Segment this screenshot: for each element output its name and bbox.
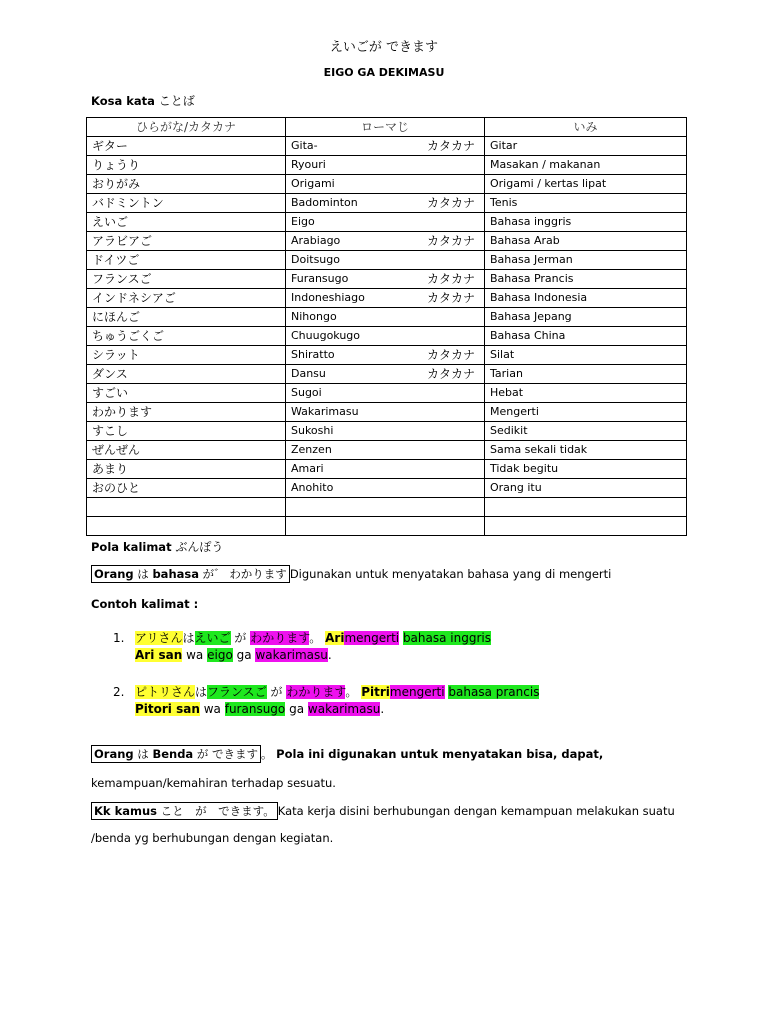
romaji-text: Furansugo <box>291 272 349 285</box>
romaji-cell <box>286 498 485 517</box>
particle: が <box>234 631 247 645</box>
example-2-romaji <box>135 702 384 716</box>
pola-kalimat-jp: ぶんぽう <box>175 540 224 554</box>
pattern-verb: が できます <box>196 747 259 761</box>
romaji-text: Amari <box>291 462 324 475</box>
period: 。 <box>309 631 322 645</box>
romaji-text: Sukoshi <box>291 424 334 437</box>
kana-cell <box>87 498 286 517</box>
romaji-cell <box>286 479 485 498</box>
meaning-cell: Silat <box>485 346 687 365</box>
romaji-cell <box>286 194 485 213</box>
meaning-cell: Bahasa Prancis <box>485 270 687 289</box>
table-row <box>87 213 687 232</box>
katakana-tag: カタカナ <box>426 196 475 210</box>
meaning-cell: Bahasa Arab <box>485 232 687 251</box>
pola-kalimat-heading <box>91 538 223 555</box>
pattern-2-description-cont: kemampuan/kemahiran terhadap sesuatu. <box>91 776 336 790</box>
kana-cell: すこし <box>87 422 286 441</box>
meaning-cell: Tenis <box>485 194 687 213</box>
meaning-cell: Sedikit <box>485 422 687 441</box>
meaning-cell <box>485 517 687 536</box>
table-row <box>87 403 687 422</box>
example-1-number: 1. <box>113 631 125 645</box>
pattern-word: Orang <box>94 747 134 761</box>
particle-romaji: ga <box>289 702 305 716</box>
table-row <box>87 498 687 517</box>
table-row <box>87 346 687 365</box>
subject-romaji: Pitori san <box>135 702 200 716</box>
column-header: いみ <box>485 118 687 137</box>
kana-cell: シラット <box>87 346 286 365</box>
table-row <box>87 137 687 156</box>
verb-translation: mengerti <box>344 631 400 645</box>
table-row <box>87 517 687 536</box>
language-translation: bahasa prancis <box>448 685 540 699</box>
particle-romaji: wa <box>203 702 221 716</box>
particle-romaji: ga <box>236 648 252 662</box>
romaji-text: Sugoi <box>291 386 322 399</box>
kana-cell: ぜんぜん <box>87 441 286 460</box>
romaji-cell <box>286 308 485 327</box>
language-romaji: furansugo <box>224 702 286 716</box>
kk-kamus-description: Kata kerja disini berhubungan dengan kemampuan melakukan suatu <box>277 804 675 818</box>
meaning-cell: Sama sekali tidak <box>485 441 687 460</box>
romaji-text: Wakarimasu <box>291 405 359 418</box>
example-2-number: 2. <box>113 685 125 699</box>
kana-cell: わかります <box>87 403 286 422</box>
meaning-cell: Bahasa Indonesia <box>485 289 687 308</box>
romaji-text: Origami <box>291 177 335 190</box>
language: フランスご <box>207 685 267 699</box>
kk-kamus-jp: こと が できます。 <box>160 804 275 818</box>
katakana-tag: カタカナ <box>426 272 475 286</box>
pattern-particle: は <box>137 747 149 761</box>
romaji-text: Badominton <box>291 196 358 209</box>
particle: が <box>270 685 283 699</box>
romaji-cell <box>286 156 485 175</box>
particle-romaji: wa <box>186 648 204 662</box>
romaji-text: Arabiago <box>291 234 341 247</box>
katakana-tag: カタカナ <box>426 139 475 153</box>
example-2-jp <box>135 683 539 700</box>
page-title: EIGO GA DEKIMASU <box>323 66 445 79</box>
table-row <box>87 156 687 175</box>
table-row <box>87 365 687 384</box>
pattern-particle: が゛ <box>202 567 226 581</box>
kosa-kata-heading <box>91 92 195 109</box>
table-row <box>87 460 687 479</box>
meaning-cell: Orang itu <box>485 479 687 498</box>
example-1-romaji <box>135 648 332 662</box>
kk-kamus-label: Kk kamus <box>94 804 157 818</box>
meaning-cell: Bahasa Jepang <box>485 308 687 327</box>
romaji-cell <box>286 213 485 232</box>
romaji-cell <box>286 441 485 460</box>
romaji-text: Chuugokugo <box>291 329 361 342</box>
kana-cell: えいご <box>87 213 286 232</box>
table-row <box>87 308 687 327</box>
kana-cell: あまり <box>87 460 286 479</box>
kk-kamus-box <box>91 802 278 820</box>
romaji-cell <box>286 517 485 536</box>
verb-translation: mengerti <box>389 685 445 699</box>
table-header-row <box>87 118 687 137</box>
romaji-cell <box>286 327 485 346</box>
example-1-jp <box>135 629 491 646</box>
romaji-cell <box>286 251 485 270</box>
pola-kalimat-label: Pola kalimat <box>91 540 172 554</box>
romaji-cell <box>286 422 485 441</box>
meaning-cell: Gitar <box>485 137 687 156</box>
meaning-cell: Tidak begitu <box>485 460 687 479</box>
kana-cell: ギター <box>87 137 286 156</box>
subject: アリさん <box>135 631 183 645</box>
romaji-cell <box>286 175 485 194</box>
kosa-kata-label: Kosa kata <box>91 94 155 108</box>
kana-cell: ドイツご <box>87 251 286 270</box>
meaning-cell: Mengerti <box>485 403 687 422</box>
romaji-text: Shiratto <box>291 348 335 361</box>
romaji-cell <box>286 232 485 251</box>
romaji-cell <box>286 289 485 308</box>
table-row <box>87 289 687 308</box>
romaji-text: Indoneshiago <box>291 291 365 304</box>
romaji-text: Zenzen <box>291 443 332 456</box>
romaji-text: Eigo <box>291 215 315 228</box>
kana-cell: フランスご <box>87 270 286 289</box>
kana-cell: おのひと <box>87 479 286 498</box>
verb-romaji: wakarimasu <box>307 702 381 716</box>
table-row <box>87 441 687 460</box>
romaji-cell <box>286 346 485 365</box>
pattern-1-box <box>91 565 290 583</box>
table-row <box>87 175 687 194</box>
katakana-tag: カタカナ <box>426 348 475 362</box>
kana-cell: アラビアご <box>87 232 286 251</box>
kana-cell: にほんご <box>87 308 286 327</box>
particle: は <box>182 631 195 645</box>
verb: わかります <box>286 685 346 699</box>
pattern-word: Orang <box>94 567 134 581</box>
table-row <box>87 194 687 213</box>
table-row <box>87 232 687 251</box>
subject: ピトリさん <box>135 685 196 699</box>
meaning-cell: Tarian <box>485 365 687 384</box>
period: . <box>380 702 385 716</box>
romaji-text: Ryouri <box>291 158 326 171</box>
language-translation: bahasa inggris <box>402 631 491 645</box>
kana-cell: バドミントン <box>87 194 286 213</box>
language: えいご <box>194 631 231 645</box>
pattern-particle: は <box>137 567 149 581</box>
contoh-kalimat: Contoh kalimat : <box>91 597 199 611</box>
romaji-cell <box>286 403 485 422</box>
verb: わかります <box>250 631 310 645</box>
meaning-cell: Origami / kertas lipat <box>485 175 687 194</box>
pattern-2: Orang は Benda が できます 。 Pola ini digunakan untuk menyatakan bisa, dapat, <box>91 746 603 762</box>
kana-cell: ダンス <box>87 365 286 384</box>
katakana-tag: カタカナ <box>426 234 475 248</box>
kana-cell: りょうり <box>87 156 286 175</box>
katakana-tag: カタカナ <box>426 291 475 305</box>
romaji-cell <box>286 384 485 403</box>
meaning-cell: Bahasa inggris <box>485 213 687 232</box>
period: 。 <box>345 685 358 699</box>
meaning-cell: Masakan / makanan <box>485 156 687 175</box>
romaji-text: Gita- <box>291 139 318 152</box>
romaji-text: Dansu <box>291 367 326 380</box>
particle: は <box>195 685 208 699</box>
kana-cell: インドネシアご <box>87 289 286 308</box>
kana-cell: ちゅうごくご <box>87 327 286 346</box>
romaji-text: Nihongo <box>291 310 337 323</box>
period: . <box>327 648 332 662</box>
table-row <box>87 479 687 498</box>
column-header: ローマじ <box>286 118 485 137</box>
romaji-cell <box>286 137 485 156</box>
table-row <box>87 327 687 346</box>
language-romaji: eigo <box>207 648 233 662</box>
table-row <box>87 270 687 289</box>
kk-kamus-description-cont: /benda yg berhubungan dengan kegiatan. <box>91 831 334 845</box>
katakana-tag: カタカナ <box>426 367 475 381</box>
pattern-word: bahasa <box>152 567 199 581</box>
table-row <box>87 251 687 270</box>
pattern-1-description: Digunakan untuk menyatakan bahasa yang di mengerti <box>289 567 612 581</box>
verb-romaji: wakarimasu <box>255 648 328 662</box>
pattern-verb: わかります <box>229 567 287 581</box>
romaji-cell <box>286 270 485 289</box>
kana-cell <box>87 517 286 536</box>
meaning-cell <box>485 498 687 517</box>
subject-translation: Ari <box>325 631 345 645</box>
pattern-1 <box>91 566 611 582</box>
table-row <box>87 422 687 441</box>
meaning-cell: Bahasa China <box>485 327 687 346</box>
kosa-kata-jp: ことば <box>158 94 195 108</box>
pattern-2-box <box>91 745 261 763</box>
meaning-cell: Bahasa Jerman <box>485 251 687 270</box>
subject-romaji: Ari san <box>135 648 183 662</box>
kana-cell: おりがみ <box>87 175 286 194</box>
subject-translation: Pitri <box>361 685 390 699</box>
pattern-2-description: Pola ini digunakan untuk menyatakan bisa, dapat, <box>276 747 604 761</box>
romaji-cell <box>286 365 485 384</box>
kana-cell: すごい <box>87 384 286 403</box>
kk-kamus-line <box>91 803 675 819</box>
romaji-text: Doitsugo <box>291 253 340 266</box>
japanese-title: えいごが できます <box>329 40 439 55</box>
romaji-text: Anohito <box>291 481 334 494</box>
column-header: ひらがな/カタカナ <box>87 118 286 137</box>
meaning-cell: Hebat <box>485 384 687 403</box>
romaji-cell <box>286 460 485 479</box>
pattern-word: Benda <box>152 747 194 761</box>
vocabulary-table <box>86 117 687 536</box>
table-row <box>87 384 687 403</box>
